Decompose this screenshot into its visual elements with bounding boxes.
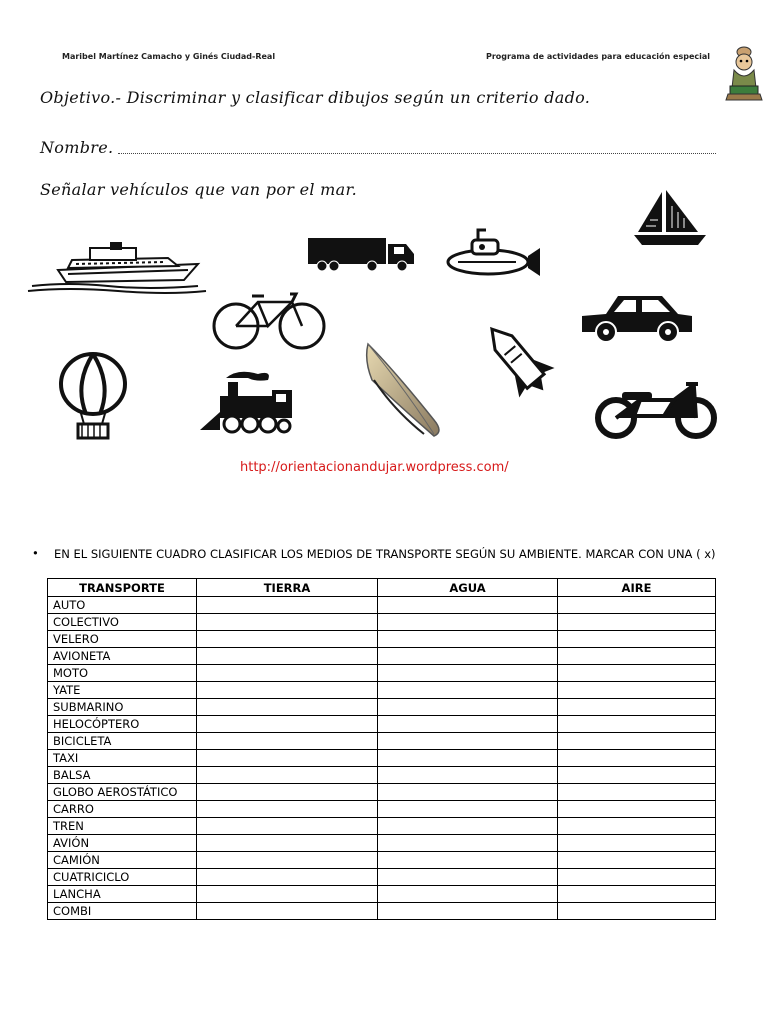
mark-cell-agua[interactable]	[378, 784, 558, 801]
header-transporte: TRANSPORTE	[48, 579, 197, 597]
car-icon	[578, 292, 696, 344]
mark-cell-tierra[interactable]	[197, 767, 378, 784]
mark-cell-tierra[interactable]	[197, 597, 378, 614]
table-row	[48, 699, 716, 716]
canoe-icon	[364, 340, 446, 438]
mark-cell-tierra[interactable]	[197, 903, 378, 920]
truck-icon	[306, 234, 418, 272]
bicycle-icon	[210, 290, 328, 352]
transport-name-cell: BICICLETA	[48, 733, 197, 750]
mark-cell-aire[interactable]	[558, 665, 716, 682]
table-row	[48, 750, 716, 767]
table-row	[48, 597, 716, 614]
transport-name-cell: CUATRICICLO	[48, 869, 197, 886]
mark-cell-agua[interactable]	[378, 869, 558, 886]
sailboat-icon	[632, 188, 710, 248]
table-row	[48, 682, 716, 699]
transport-name-cell: CARRO	[48, 801, 197, 818]
mark-cell-aire[interactable]	[558, 699, 716, 716]
mark-cell-agua[interactable]	[378, 699, 558, 716]
mark-cell-aire[interactable]	[558, 784, 716, 801]
rocket-icon	[470, 318, 564, 400]
mark-cell-aire[interactable]	[558, 903, 716, 920]
table-header-row	[48, 579, 716, 597]
table-row	[48, 631, 716, 648]
header-authors: Maribel Martínez Camacho y Ginés Ciudad-Real	[62, 52, 276, 61]
mark-cell-aire[interactable]	[558, 767, 716, 784]
task-bullet: •	[32, 546, 39, 560]
table-row	[48, 835, 716, 852]
objective-text: Objetivo.- Discriminar y clasificar dibujos según un criterio dado.	[40, 88, 591, 107]
transport-name-cell: GLOBO AEROSTÁTICO	[48, 784, 197, 801]
name-field[interactable]	[118, 153, 716, 154]
mark-cell-agua[interactable]	[378, 614, 558, 631]
table-row	[48, 648, 716, 665]
mark-cell-aire[interactable]	[558, 733, 716, 750]
mark-cell-agua[interactable]	[378, 716, 558, 733]
transport-name-cell: CAMIÓN	[48, 852, 197, 869]
mark-cell-aire[interactable]	[558, 869, 716, 886]
transport-name-cell: AUTO	[48, 597, 197, 614]
mark-cell-aire[interactable]	[558, 818, 716, 835]
mark-cell-aire[interactable]	[558, 801, 716, 818]
mark-cell-tierra[interactable]	[197, 716, 378, 733]
mark-cell-tierra[interactable]	[197, 750, 378, 767]
mark-cell-agua[interactable]	[378, 733, 558, 750]
transport-name-cell: YATE	[48, 682, 197, 699]
table-row	[48, 869, 716, 886]
mark-cell-tierra[interactable]	[197, 682, 378, 699]
transport-name-cell: HELOCÓPTERO	[48, 716, 197, 733]
mark-cell-agua[interactable]	[378, 852, 558, 869]
mark-cell-tierra[interactable]	[197, 699, 378, 716]
mark-cell-agua[interactable]	[378, 665, 558, 682]
transport-name-cell: TAXI	[48, 750, 197, 767]
mark-cell-aire[interactable]	[558, 597, 716, 614]
header-program: Programa de actividades para educación especial	[486, 52, 710, 61]
transport-name-cell: BALSA	[48, 767, 197, 784]
transport-name-cell: LANCHA	[48, 886, 197, 903]
mascot-logo	[722, 42, 766, 102]
mark-cell-tierra[interactable]	[197, 835, 378, 852]
table-row	[48, 784, 716, 801]
mark-cell-tierra[interactable]	[197, 818, 378, 835]
mark-cell-tierra[interactable]	[197, 852, 378, 869]
transport-name-cell: COLECTIVO	[48, 614, 197, 631]
transport-name-cell: AVIONETA	[48, 648, 197, 665]
table-row	[48, 886, 716, 903]
table-row	[48, 852, 716, 869]
instruction-text: Señalar vehículos que van por el mar.	[40, 180, 358, 199]
mark-cell-agua[interactable]	[378, 835, 558, 852]
table-row	[48, 733, 716, 750]
mark-cell-agua[interactable]	[378, 682, 558, 699]
mark-cell-tierra[interactable]	[197, 614, 378, 631]
transport-name-cell: COMBI	[48, 903, 197, 920]
mark-cell-aire[interactable]	[558, 750, 716, 767]
table-row	[48, 767, 716, 784]
submarine-icon	[444, 226, 544, 278]
transport-name-cell: AVIÓN	[48, 835, 197, 852]
mark-cell-agua[interactable]	[378, 631, 558, 648]
mark-cell-tierra[interactable]	[197, 869, 378, 886]
mark-cell-aire[interactable]	[558, 682, 716, 699]
mark-cell-tierra[interactable]	[197, 784, 378, 801]
header-agua: AGUA	[378, 579, 558, 597]
table-row	[48, 716, 716, 733]
mark-cell-tierra[interactable]	[197, 665, 378, 682]
transport-name-cell: TREN	[48, 818, 197, 835]
mark-cell-agua[interactable]	[378, 886, 558, 903]
mark-cell-agua[interactable]	[378, 818, 558, 835]
mark-cell-aire[interactable]	[558, 716, 716, 733]
task-instruction: EN EL SIGUIENTE CUADRO CLASIFICAR LOS MEDIOS DE TRANSPORTE SEGÚN SU AMBIENTE. MARCAR CON UNA ( x)	[54, 547, 716, 561]
hot-air-balloon-icon	[56, 352, 130, 442]
table-row	[48, 801, 716, 818]
mark-cell-aire[interactable]	[558, 886, 716, 903]
mark-cell-tierra[interactable]	[197, 801, 378, 818]
mark-cell-agua[interactable]	[378, 767, 558, 784]
mark-cell-tierra[interactable]	[197, 886, 378, 903]
mark-cell-tierra[interactable]	[197, 733, 378, 750]
header-tierra: TIERRA	[197, 579, 378, 597]
mark-cell-tierra[interactable]	[197, 648, 378, 665]
transport-name-cell: MOTO	[48, 665, 197, 682]
table-row	[48, 665, 716, 682]
mark-cell-tierra[interactable]	[197, 631, 378, 648]
mark-cell-aire[interactable]	[558, 648, 716, 665]
header-aire: AIRE	[558, 579, 716, 597]
name-label: Nombre.	[40, 138, 114, 157]
mark-cell-agua[interactable]	[378, 750, 558, 767]
ship-icon	[28, 240, 206, 296]
mark-cell-aire[interactable]	[558, 614, 716, 631]
motorcycle-icon	[594, 380, 718, 440]
table-row	[48, 614, 716, 631]
mark-cell-agua[interactable]	[378, 801, 558, 818]
transport-name-cell: SUBMARINO	[48, 699, 197, 716]
transport-name-cell: VELERO	[48, 631, 197, 648]
mark-cell-agua[interactable]	[378, 597, 558, 614]
source-url-link[interactable]: http://orientacionandujar.wordpress.com/	[240, 460, 509, 475]
classification-table	[47, 578, 716, 920]
table-row	[48, 903, 716, 920]
mark-cell-aire[interactable]	[558, 852, 716, 869]
mark-cell-agua[interactable]	[378, 903, 558, 920]
train-icon	[198, 368, 294, 436]
mark-cell-aire[interactable]	[558, 835, 716, 852]
mark-cell-aire[interactable]	[558, 631, 716, 648]
mark-cell-agua[interactable]	[378, 648, 558, 665]
table-row	[48, 818, 716, 835]
